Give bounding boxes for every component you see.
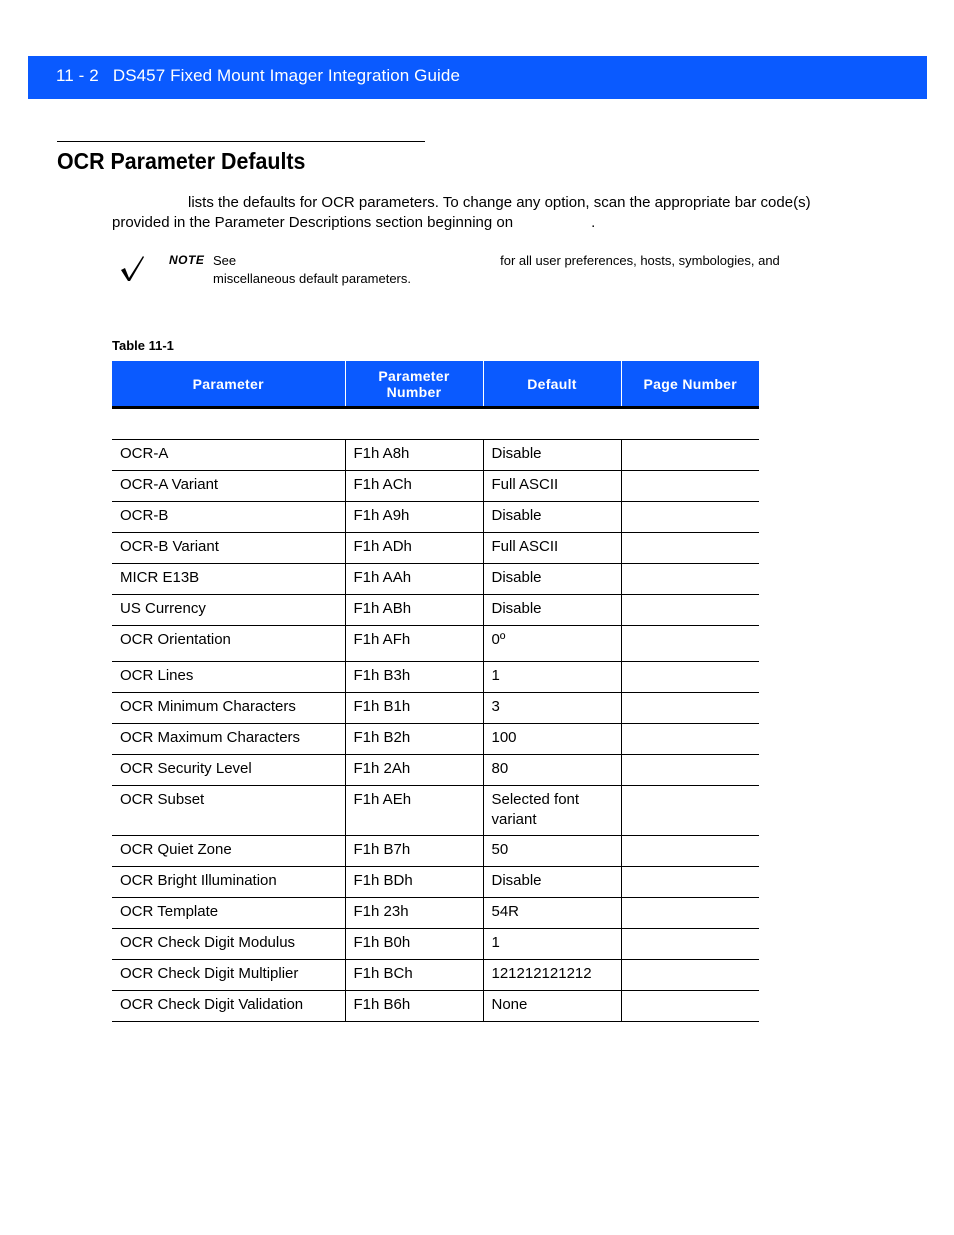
table-header-row xyxy=(112,361,759,408)
cell-page xyxy=(621,595,759,626)
cell-page xyxy=(621,564,759,595)
table-row xyxy=(112,595,759,626)
cell-number: F1h B2h xyxy=(345,724,483,755)
parameter-defaults-table xyxy=(112,361,759,1022)
note-label: NOTE xyxy=(169,253,205,267)
note-text xyxy=(213,252,833,288)
cell-default: 3 xyxy=(483,693,621,724)
cell-number: F1h BCh xyxy=(345,960,483,991)
note-line-2: miscellaneous default parameters. xyxy=(213,271,411,286)
cell-page xyxy=(621,626,759,662)
cell-number: F1h B1h xyxy=(345,693,483,724)
cell-number: F1h A9h xyxy=(345,502,483,533)
cell-page xyxy=(621,471,759,502)
table-row xyxy=(112,626,759,662)
cell-default: 50 xyxy=(483,836,621,867)
cell-default: Disable xyxy=(483,502,621,533)
cell-page xyxy=(621,960,759,991)
intro-line-2-start: provided in the Parameter Descriptions section beginning on xyxy=(112,214,514,231)
table-row xyxy=(112,960,759,991)
cell-number: F1h B0h xyxy=(345,929,483,960)
cell-parameter: OCR Check Digit Multiplier xyxy=(112,960,345,991)
cell-number: F1h B7h xyxy=(345,836,483,867)
cell-number: F1h BDh xyxy=(345,867,483,898)
cell-parameter: OCR Check Digit Modulus xyxy=(112,929,345,960)
note-line-1-end: for all user preferences, hosts, symbologies, and xyxy=(500,253,780,268)
header-parameter-number: Parameter Number xyxy=(345,361,483,408)
cell-page xyxy=(621,867,759,898)
cell-default: None xyxy=(483,991,621,1022)
cell-default: Disable xyxy=(483,564,621,595)
table-row xyxy=(112,564,759,595)
header-page-number: Page Number xyxy=(621,361,759,408)
cell-number: F1h AFh xyxy=(345,626,483,662)
cell-number: F1h AAh xyxy=(345,564,483,595)
table-row xyxy=(112,786,759,836)
cell-parameter: OCR Check Digit Validation xyxy=(112,991,345,1022)
cell-default: 54R xyxy=(483,898,621,929)
cell-default: 80 xyxy=(483,755,621,786)
cell-page xyxy=(621,836,759,867)
table-row xyxy=(112,755,759,786)
cell-default: 121212121212 xyxy=(483,960,621,991)
intro-line-2-end: . xyxy=(591,214,596,231)
cell-parameter: OCR Minimum Characters xyxy=(112,693,345,724)
table-row xyxy=(112,693,759,724)
cell-number: F1h 23h xyxy=(345,898,483,929)
cell-parameter: OCR Maximum Characters xyxy=(112,724,345,755)
table-row xyxy=(112,471,759,502)
cell-parameter: OCR Security Level xyxy=(112,755,345,786)
cell-parameter: OCR Bright Illumination xyxy=(112,867,345,898)
cell-number: F1h ADh xyxy=(345,533,483,564)
table-row xyxy=(112,662,759,693)
cell-page xyxy=(621,991,759,1022)
cell-number: F1h B6h xyxy=(345,991,483,1022)
intro-paragraph xyxy=(112,193,852,233)
cell-number: F1h 2Ah xyxy=(345,755,483,786)
cell-number: F1h B3h xyxy=(345,662,483,693)
header-page-number: 11 - 2 xyxy=(56,66,99,85)
note-box xyxy=(112,252,832,292)
cell-parameter: OCR-B Variant xyxy=(112,533,345,564)
cell-page xyxy=(621,533,759,564)
title-rule xyxy=(57,141,425,142)
cell-page xyxy=(621,929,759,960)
table-row xyxy=(112,929,759,960)
cell-parameter: OCR-B xyxy=(112,502,345,533)
page-title: OCR Parameter Defaults xyxy=(57,148,306,174)
cell-page xyxy=(621,662,759,693)
cell-default: 100 xyxy=(483,724,621,755)
cell-parameter: OCR Lines xyxy=(112,662,345,693)
cell-parameter: US Currency xyxy=(112,595,345,626)
page-header xyxy=(28,56,927,99)
cell-parameter: OCR Quiet Zone xyxy=(112,836,345,867)
table-caption: Table 11-1 xyxy=(112,338,174,353)
cell-default: 0º xyxy=(483,626,621,662)
cell-parameter: OCR-A xyxy=(112,440,345,471)
cell-number: F1h A8h xyxy=(345,440,483,471)
cell-default: 1 xyxy=(483,662,621,693)
cell-default: 1 xyxy=(483,929,621,960)
intro-line-1-text: lists the defaults for OCR parameters. To change any option, scan the appropriate bar code(s) xyxy=(188,194,811,211)
cell-page xyxy=(621,440,759,471)
header-default: Default xyxy=(483,361,621,408)
cell-parameter: OCR Orientation xyxy=(112,626,345,662)
cell-default: Disable xyxy=(483,867,621,898)
table-row xyxy=(112,898,759,929)
cell-parameter: MICR E13B xyxy=(112,564,345,595)
header-parameter: Parameter xyxy=(112,361,345,408)
checkmark-icon xyxy=(119,254,145,282)
note-line-1 xyxy=(213,252,833,270)
cell-page xyxy=(621,724,759,755)
cell-page xyxy=(621,693,759,724)
note-line-1-start: See xyxy=(213,253,237,268)
cell-default: Full ASCII xyxy=(483,533,621,564)
table-row xyxy=(112,533,759,564)
table-row xyxy=(112,502,759,533)
cell-page xyxy=(621,898,759,929)
cell-number: F1h ACh xyxy=(345,471,483,502)
cell-page xyxy=(621,755,759,786)
header-guide-title: DS457 Fixed Mount Imager Integration Guide xyxy=(112,66,461,85)
table-spacer-row xyxy=(112,408,759,440)
cell-default: Disable xyxy=(483,440,621,471)
cell-number: F1h AEh xyxy=(345,786,483,836)
table-spacer-cell xyxy=(112,408,759,440)
table-row xyxy=(112,867,759,898)
cell-default: Selected font variant xyxy=(483,786,621,836)
cell-default: Disable xyxy=(483,595,621,626)
cell-parameter: OCR Subset xyxy=(112,786,345,836)
cell-page xyxy=(621,786,759,836)
cell-parameter: OCR-A Variant xyxy=(112,471,345,502)
cell-number: F1h ABh xyxy=(345,595,483,626)
table-row xyxy=(112,836,759,867)
table-row xyxy=(112,724,759,755)
table-row xyxy=(112,440,759,471)
cell-parameter: OCR Template xyxy=(112,898,345,929)
table-row xyxy=(112,991,759,1022)
intro-line-1 xyxy=(112,193,852,213)
cell-page xyxy=(621,502,759,533)
cell-default: Full ASCII xyxy=(483,471,621,502)
intro-line-2 xyxy=(112,213,852,233)
